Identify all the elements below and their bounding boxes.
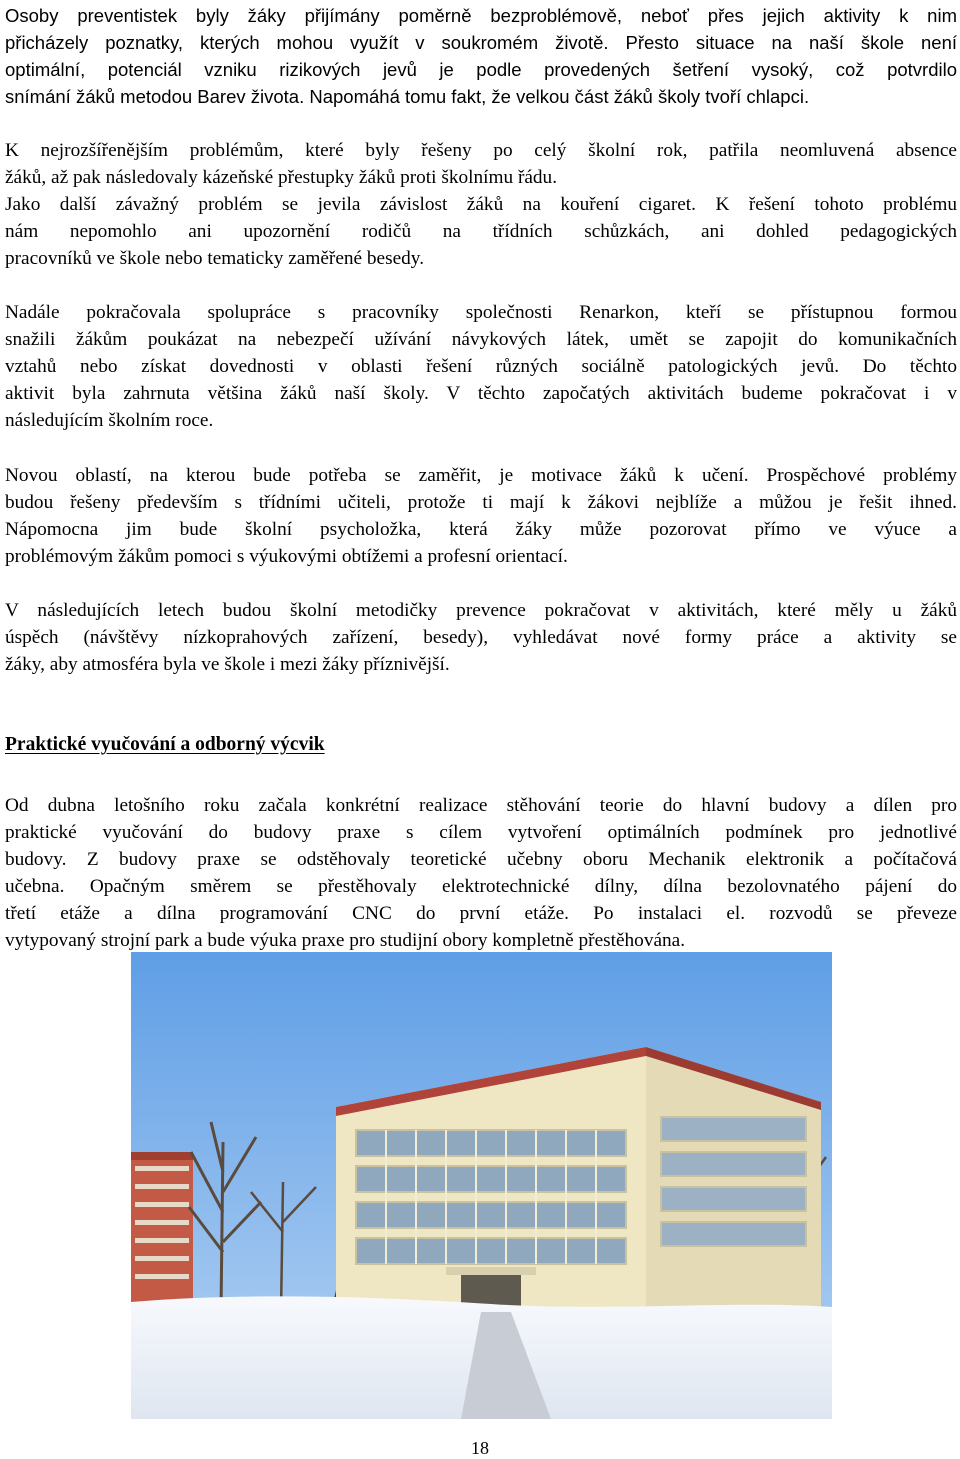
page-number: 18 bbox=[471, 1438, 489, 1458]
text-line: budovy. Z budovy praxe se odstěhovaly teoretické učebny oboru Mechanik elektronik a počítačová bbox=[5, 849, 957, 870]
snow-ground bbox=[131, 1296, 832, 1419]
text-line: úspěch (návštěvy nízkoprahových zařízení, besedy), vyhledávat nové formy práce a aktivity se bbox=[5, 627, 957, 648]
text-line: přicházely poznatky, kterých mohou využít v soukromém životě. Přesto situace na naší škole není bbox=[5, 32, 957, 53]
left-apartment-block bbox=[131, 1152, 193, 1302]
paragraph-future-prevention bbox=[5, 597, 957, 678]
text-line: snažili žákům poukázat na nebezpečí užívání návykových látek, umět se zapojit do komunikačních bbox=[5, 329, 957, 350]
text-line: K nejrozšířenějším problémům, které byly řešeny po celý školní rok, patřila neomluvená absence bbox=[5, 140, 957, 161]
text-line: následujícím školním roce. bbox=[5, 410, 214, 431]
school-building-photo bbox=[131, 952, 832, 1419]
text-line: optimální, potenciál vzniku rizikových jevů je podle provedených šetření vysoký, což potvrdilo bbox=[5, 59, 957, 80]
text-line: Novou oblastí, na kterou bude potřeba se zaměřit, je motivace žáků k učení. Prospěchové problémy bbox=[5, 465, 957, 486]
text-line: Nadále pokračovala spolupráce s pracovníky společnosti Renarkon, kteří se přístupnou formou bbox=[5, 302, 957, 323]
paragraph-renarkon-cooperation bbox=[5, 299, 957, 434]
text-line: snímání žáků metodou Barev života. Napomáhá tomu fakt, že velkou část žáků školy tvoří chlapci. bbox=[5, 86, 810, 107]
text-line: V následujících letech budou školní metodičky prevence pokračovat v aktivitách, které měly u žáků bbox=[5, 600, 957, 621]
text-line: vztahů nebo získat dovednosti v oblasti řešení různých sociálně patologických jevů. Do těchto bbox=[5, 356, 957, 377]
text-line: aktivit byla zahrnuta většina žáků naší školy. V těchto započatých aktivitách budeme pokračovat i v bbox=[5, 383, 957, 404]
text-line: žáky, aby atmosféra byla ve škole i mezi žáky příznivější. bbox=[5, 654, 450, 675]
text-line: pracovníků ve škole nebo tematicky zaměřené besedy. bbox=[5, 248, 425, 269]
text-line: vytypovaný strojní park a bude výuka praxe pro studijní obory kompletně přestěhována. bbox=[5, 930, 686, 951]
text-line: Od dubna letošního roku začala konkrétní realizace stěhování teorie do hlavní budovy a dílen pro bbox=[5, 795, 957, 816]
text-line: problémovým žákům pomoci s výukovými obtížemi a profesní orientací. bbox=[5, 546, 568, 567]
paragraph-common-problems bbox=[5, 137, 957, 272]
paragraph-prevention-staff bbox=[5, 2, 957, 110]
text-line: praktické vyučování do budovy praxe s cílem vytvoření optimálních podmínek pro jednotlivé bbox=[5, 822, 957, 843]
text-line: Jako další závažný problém se jevila závislost žáků na kouření cigaret. K řešení tohoto problému bbox=[5, 194, 957, 215]
section-heading: Praktické vyučování a odborný výcvik bbox=[5, 734, 325, 755]
text-line: třetí etáže a dílna programování CNC do první etáže. Po instalaci el. rozvodů se převeze bbox=[5, 903, 957, 924]
text-line: žáků, až pak následovaly kázeňské přestupky žáků proti školnímu řádu. bbox=[5, 167, 558, 188]
text-line: Osoby preventistek byly žáky přijímány poměrně bezproblémově, neboť přes jejich aktivity k nim bbox=[5, 5, 957, 26]
paragraph-learning-motivation bbox=[5, 462, 957, 570]
school-building-illustration bbox=[131, 952, 832, 1419]
text-line: učebna. Opačným směrem se přestěhovaly elektrotechnické dílny, dílna bezolovnatého pájení do bbox=[5, 876, 957, 897]
paragraph-relocation bbox=[5, 792, 957, 954]
text-line: nám nepomohlo ani upozornění rodičů na třídních schůzkách, ani dohled pedagogických bbox=[5, 221, 957, 242]
text-line: budou řešeny především s třídními učiteli, protože ti mají k žákovi nejblíže a můžou je řešit ihned. bbox=[5, 492, 957, 513]
text-line: Nápomocna jim bude školní psycholožka, která žáky může pozorovat přímo ve výuce a bbox=[5, 519, 957, 540]
